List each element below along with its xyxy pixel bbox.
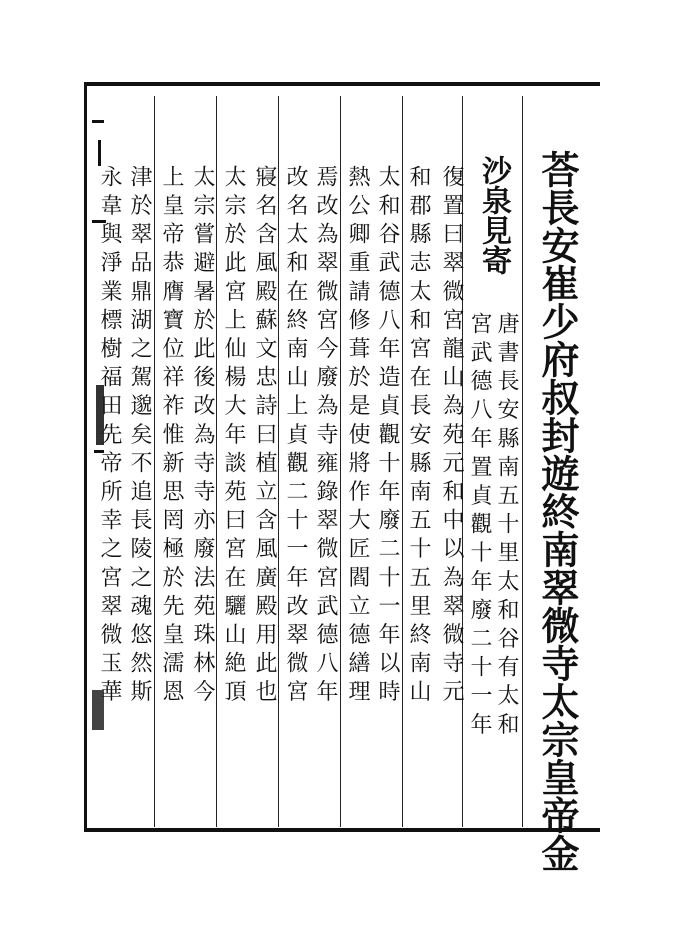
text-column: 太宗嘗避暑於此後改為寺寺亦廢法苑珠林今 — [190, 165, 215, 709]
column-rule — [154, 96, 155, 827]
text-column: 焉改為翠微宮今廢為寺雍錄翠微宮武德八年 — [313, 165, 338, 709]
title-column-continued: 沙泉見寄 — [476, 155, 511, 275]
text-column: 和郡縣志太和宮在長安縣南五十五里終南山 — [406, 165, 431, 709]
column-rule — [216, 96, 217, 827]
column-rule — [278, 96, 279, 827]
text-column: 熱公卿重請修葺於是使將作大匠閻立德繕理 — [345, 165, 370, 709]
column-rule — [340, 96, 341, 827]
text-column: 上皇帝恭膺寶位祥祚惟新思罔極於先皇濡恩 — [159, 165, 184, 709]
text-column: 宮武德八年置貞觀十年廢二十一年 — [467, 312, 492, 741]
text-column: 復置曰翠微宮龍山為苑元和中以為翠微寺元 — [439, 165, 464, 709]
text-column: 改名太和在終南山上貞觀二十一年改翠微宮 — [283, 165, 308, 709]
text-column: 永韋與淨業標樹福田先帝所幸之宮翠微玉華 — [97, 165, 122, 709]
column-rule — [522, 96, 523, 827]
column-rule — [402, 96, 403, 827]
text-column: 津於翠品鼎湖之駕邈矣不追長陵之魂悠然斯 — [127, 165, 152, 709]
text-column: 太宗於此宮上仙楊大年談苑曰宮在驪山絶頂 — [221, 165, 246, 709]
text-column: 寢名含風殿蘇文忠詩曰植立含風廣殿用此也 — [252, 165, 277, 709]
text-column: 太和谷武德八年造貞觀十年廢二十一年以時 — [375, 165, 400, 709]
title-column: 荅長安崔少府叔封遊終南翠微寺太宗皇帝金 — [535, 150, 580, 872]
text-column: 唐書長安縣南五十里太和谷有太和 — [494, 312, 519, 741]
